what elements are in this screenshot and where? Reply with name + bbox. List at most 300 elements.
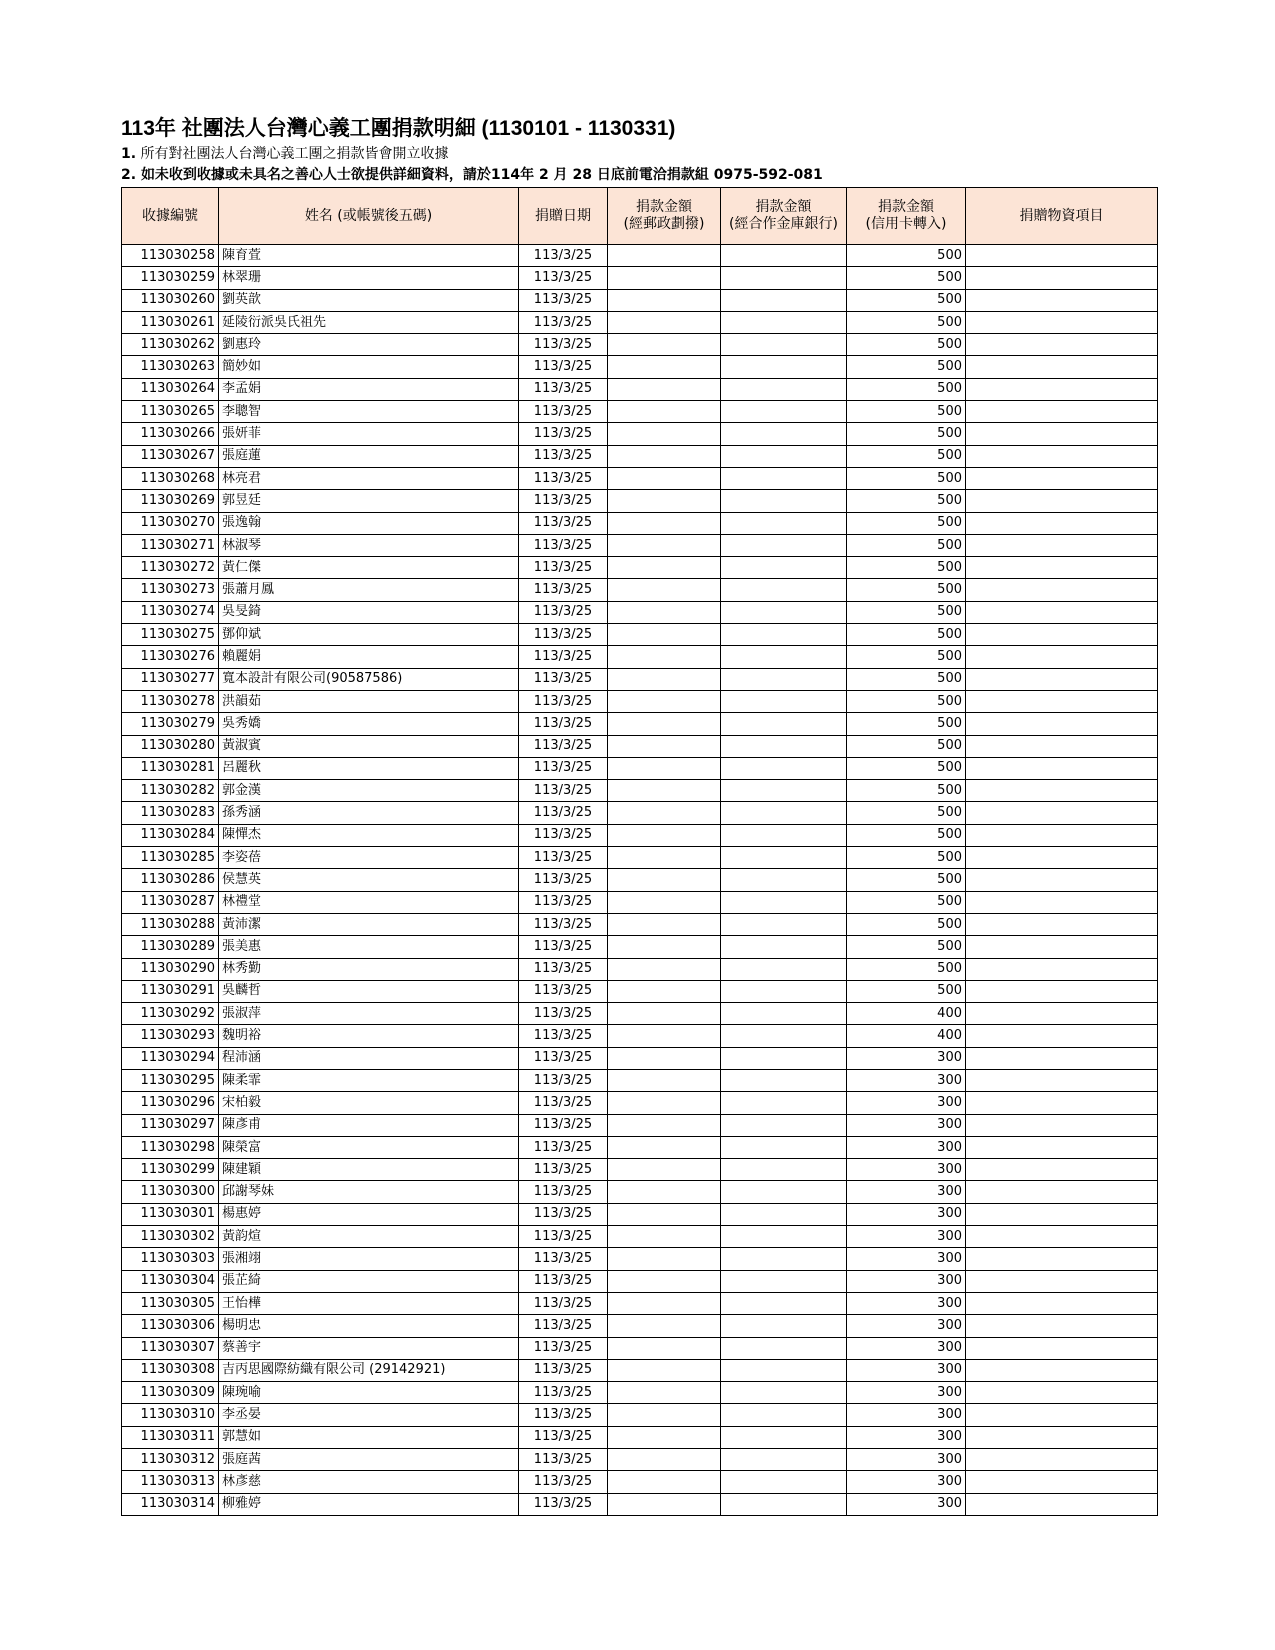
donor-name-cell: 侯慧英 [219, 869, 519, 891]
donor-name-cell: 張芷綺 [219, 1270, 519, 1292]
bank-amount-cell [721, 245, 847, 267]
donation-date-cell: 113/3/25 [519, 311, 608, 333]
donor-name-cell: 黃淑賓 [219, 735, 519, 757]
bank-amount-cell [721, 423, 847, 445]
donor-name-cell: 吳麟哲 [219, 980, 519, 1002]
card-amount-cell: 500 [847, 824, 966, 846]
card-amount-cell: 400 [847, 1003, 966, 1025]
receipt-no-cell: 113030305 [122, 1292, 219, 1314]
bank-amount-cell [721, 891, 847, 913]
goods-cell [966, 289, 1158, 311]
bank-amount-cell [721, 1426, 847, 1448]
donation-date-cell: 113/3/25 [519, 1449, 608, 1471]
donation-date-cell: 113/3/25 [519, 624, 608, 646]
donation-date-cell: 113/3/25 [519, 1069, 608, 1091]
table-row [122, 1069, 1158, 1091]
goods-cell [966, 579, 1158, 601]
table-row [122, 1047, 1158, 1069]
postal-amount-cell [608, 1449, 721, 1471]
donor-name-cell: 魏明裕 [219, 1025, 519, 1047]
receipt-no-cell: 113030274 [122, 601, 219, 623]
postal-amount-cell [608, 467, 721, 489]
card-amount-cell: 500 [847, 713, 966, 735]
goods-cell [966, 467, 1158, 489]
bank-amount-cell [721, 802, 847, 824]
donor-name-cell: 林淑琴 [219, 534, 519, 556]
bank-amount-cell [721, 557, 847, 579]
donation-date-cell: 113/3/25 [519, 467, 608, 489]
receipt-no-cell: 113030301 [122, 1203, 219, 1225]
bank-amount-cell [721, 1449, 847, 1471]
donor-name-cell: 陳建穎 [219, 1159, 519, 1181]
bank-amount-cell [721, 401, 847, 423]
table-row [122, 646, 1158, 668]
donor-name-cell: 張湘翊 [219, 1248, 519, 1270]
receipt-no-cell: 113030286 [122, 869, 219, 891]
bank-amount-cell [721, 869, 847, 891]
postal-amount-cell [608, 1159, 721, 1181]
card-amount-cell: 300 [847, 1404, 966, 1426]
table-row [122, 467, 1158, 489]
postal-amount-cell [608, 1382, 721, 1404]
donor-name-cell: 李丞晏 [219, 1404, 519, 1426]
donation-date-cell: 113/3/25 [519, 534, 608, 556]
postal-amount-cell [608, 490, 721, 512]
card-amount-cell: 500 [847, 980, 966, 1002]
donation-date-cell: 113/3/25 [519, 824, 608, 846]
receipt-no-cell: 113030298 [122, 1136, 219, 1158]
donation-date-cell: 113/3/25 [519, 289, 608, 311]
postal-amount-cell [608, 1114, 721, 1136]
donor-name-cell: 寬本設計有限公司(90587586) [219, 668, 519, 690]
donor-name-cell: 郭慧如 [219, 1426, 519, 1448]
receipt-no-cell: 113030289 [122, 936, 219, 958]
postal-amount-cell [608, 958, 721, 980]
card-amount-cell: 300 [847, 1159, 966, 1181]
donor-name-cell: 宋柏毅 [219, 1092, 519, 1114]
receipt-no-cell: 113030295 [122, 1069, 219, 1091]
card-amount-cell: 300 [847, 1047, 966, 1069]
postal-amount-cell [608, 690, 721, 712]
postal-amount-cell [608, 267, 721, 289]
table-row [122, 713, 1158, 735]
bank-amount-cell [721, 467, 847, 489]
table-row [122, 1426, 1158, 1448]
card-amount-cell: 500 [847, 401, 966, 423]
bank-amount-cell [721, 847, 847, 869]
postal-amount-cell [608, 356, 721, 378]
receipt-no-cell: 113030285 [122, 847, 219, 869]
header-name: 姓名 (或帳號後五碼) [219, 188, 519, 245]
goods-cell [966, 1025, 1158, 1047]
postal-amount-cell [608, 512, 721, 534]
donor-name-cell: 李姿蓓 [219, 847, 519, 869]
card-amount-cell: 500 [847, 624, 966, 646]
goods-cell [966, 1404, 1158, 1426]
bank-amount-cell [721, 824, 847, 846]
donation-date-cell: 113/3/25 [519, 1315, 608, 1337]
receipt-no-cell: 113030260 [122, 289, 219, 311]
receipt-no-cell: 113030281 [122, 757, 219, 779]
goods-cell [966, 245, 1158, 267]
donation-date-cell: 113/3/25 [519, 847, 608, 869]
donor-name-cell: 陳柔霏 [219, 1069, 519, 1091]
postal-amount-cell [608, 401, 721, 423]
postal-amount-cell [608, 980, 721, 1002]
card-amount-cell: 500 [847, 378, 966, 400]
donation-date-cell: 113/3/25 [519, 334, 608, 356]
bank-amount-cell [721, 1404, 847, 1426]
donation-date-cell: 113/3/25 [519, 1359, 608, 1381]
bank-amount-cell [721, 780, 847, 802]
table-row [122, 490, 1158, 512]
header-receipt-no: 收據編號 [122, 188, 219, 245]
donor-name-cell: 延陵衍派吳氏祖先 [219, 311, 519, 333]
postal-amount-cell [608, 378, 721, 400]
bank-amount-cell [721, 1181, 847, 1203]
note-1-text: 所有對社團法人台灣心義工團之捐款皆會開立收據 [140, 146, 449, 162]
bank-amount-cell [721, 267, 847, 289]
postal-amount-cell [608, 1203, 721, 1225]
donor-name-cell: 王怡樺 [219, 1292, 519, 1314]
card-amount-cell: 500 [847, 958, 966, 980]
postal-amount-cell [608, 557, 721, 579]
card-amount-cell: 500 [847, 267, 966, 289]
goods-cell [966, 1292, 1158, 1314]
donor-name-cell: 李孟娟 [219, 378, 519, 400]
receipt-no-cell: 113030268 [122, 467, 219, 489]
table-row [122, 847, 1158, 869]
goods-cell [966, 780, 1158, 802]
receipt-no-cell: 113030314 [122, 1493, 219, 1515]
receipt-no-cell: 113030269 [122, 490, 219, 512]
goods-cell [966, 757, 1158, 779]
card-amount-cell: 300 [847, 1136, 966, 1158]
header-card-amount [847, 188, 966, 245]
page-title: 113年 社團法人台灣心義工團捐款明細 (1130101 - 1130331) [121, 117, 676, 140]
card-amount-cell: 500 [847, 490, 966, 512]
goods-cell [966, 1493, 1158, 1515]
bank-amount-cell [721, 624, 847, 646]
goods-cell [966, 1226, 1158, 1248]
donation-date-cell: 113/3/25 [519, 1226, 608, 1248]
donation-date-cell: 113/3/25 [519, 1181, 608, 1203]
bank-amount-cell [721, 1159, 847, 1181]
donation-date-cell: 113/3/25 [519, 668, 608, 690]
card-amount-cell: 500 [847, 802, 966, 824]
postal-amount-cell [608, 913, 721, 935]
goods-cell [966, 980, 1158, 1002]
postal-amount-cell [608, 936, 721, 958]
receipt-no-cell: 113030300 [122, 1181, 219, 1203]
donation-date-cell: 113/3/25 [519, 869, 608, 891]
card-amount-cell: 500 [847, 690, 966, 712]
goods-cell [966, 534, 1158, 556]
header-card-line1: 捐款金額 [878, 199, 934, 215]
donor-name-cell: 張逸翰 [219, 512, 519, 534]
postal-amount-cell [608, 289, 721, 311]
goods-cell [966, 1270, 1158, 1292]
receipt-no-cell: 113030283 [122, 802, 219, 824]
donation-date-cell: 113/3/25 [519, 1404, 608, 1426]
goods-cell [966, 1159, 1158, 1181]
card-amount-cell: 500 [847, 534, 966, 556]
postal-amount-cell [608, 1471, 721, 1493]
table-row [122, 802, 1158, 824]
donor-name-cell: 郭金漢 [219, 780, 519, 802]
goods-cell [966, 378, 1158, 400]
donation-date-cell: 113/3/25 [519, 1025, 608, 1047]
table-row [122, 1493, 1158, 1515]
receipt-no-cell: 113030299 [122, 1159, 219, 1181]
postal-amount-cell [608, 646, 721, 668]
card-amount-cell: 300 [847, 1382, 966, 1404]
receipt-no-cell: 113030259 [122, 267, 219, 289]
goods-cell [966, 267, 1158, 289]
bank-amount-cell [721, 1203, 847, 1225]
bank-amount-cell [721, 1292, 847, 1314]
table-row [122, 267, 1158, 289]
bank-amount-cell [721, 668, 847, 690]
donor-name-cell: 陳彥甫 [219, 1114, 519, 1136]
receipt-no-cell: 113030296 [122, 1092, 219, 1114]
card-amount-cell: 500 [847, 646, 966, 668]
table-row [122, 579, 1158, 601]
donor-name-cell: 張蕭月鳳 [219, 579, 519, 601]
goods-cell [966, 624, 1158, 646]
donation-date-cell: 113/3/25 [519, 936, 608, 958]
table-row [122, 1382, 1158, 1404]
postal-amount-cell [608, 713, 721, 735]
donation-date-cell: 113/3/25 [519, 1471, 608, 1493]
donor-name-cell: 吉丙思國際紡織有限公司 (29142921) [219, 1359, 519, 1381]
donation-date-cell: 113/3/25 [519, 1292, 608, 1314]
postal-amount-cell [608, 1025, 721, 1047]
receipt-no-cell: 113030310 [122, 1404, 219, 1426]
card-amount-cell: 500 [847, 891, 966, 913]
card-amount-cell: 300 [847, 1426, 966, 1448]
note-2 [121, 165, 1157, 186]
card-amount-cell: 500 [847, 601, 966, 623]
receipt-no-cell: 113030287 [122, 891, 219, 913]
table-row [122, 1226, 1158, 1248]
donation-date-cell: 113/3/25 [519, 579, 608, 601]
bank-amount-cell [721, 445, 847, 467]
card-amount-cell: 500 [847, 869, 966, 891]
receipt-no-cell: 113030273 [122, 579, 219, 601]
receipt-no-cell: 113030293 [122, 1025, 219, 1047]
donation-date-cell: 113/3/25 [519, 245, 608, 267]
table-row [122, 378, 1158, 400]
goods-cell [966, 423, 1158, 445]
bank-amount-cell [721, 512, 847, 534]
donor-name-cell: 吳旻錡 [219, 601, 519, 623]
donation-date-cell: 113/3/25 [519, 1493, 608, 1515]
donation-date-cell: 113/3/25 [519, 1382, 608, 1404]
donor-name-cell: 黃仁傑 [219, 557, 519, 579]
postal-amount-cell [608, 1404, 721, 1426]
goods-cell [966, 847, 1158, 869]
table-row [122, 1270, 1158, 1292]
receipt-no-cell: 113030312 [122, 1449, 219, 1471]
donation-date-cell: 113/3/25 [519, 646, 608, 668]
postal-amount-cell [608, 757, 721, 779]
postal-amount-cell [608, 334, 721, 356]
table-row [122, 1292, 1158, 1314]
receipt-no-cell: 113030263 [122, 356, 219, 378]
goods-cell [966, 1471, 1158, 1493]
goods-cell [966, 735, 1158, 757]
table-row [122, 1025, 1158, 1047]
table-row [122, 1003, 1158, 1025]
bank-amount-cell [721, 936, 847, 958]
postal-amount-cell [608, 735, 721, 757]
receipt-no-cell: 113030304 [122, 1270, 219, 1292]
card-amount-cell: 500 [847, 668, 966, 690]
donation-date-cell: 113/3/25 [519, 423, 608, 445]
card-amount-cell: 500 [847, 780, 966, 802]
bank-amount-cell [721, 1136, 847, 1158]
donor-name-cell: 張庭茜 [219, 1449, 519, 1471]
table-row [122, 869, 1158, 891]
card-amount-cell: 300 [847, 1069, 966, 1091]
donor-name-cell: 柳雅婷 [219, 1493, 519, 1515]
card-amount-cell: 300 [847, 1292, 966, 1314]
note-2-number: 2. [121, 167, 137, 183]
card-amount-cell: 300 [847, 1359, 966, 1381]
donation-date-cell: 113/3/25 [519, 1092, 608, 1114]
receipt-no-cell: 113030270 [122, 512, 219, 534]
postal-amount-cell [608, 1047, 721, 1069]
bank-amount-cell [721, 1025, 847, 1047]
bank-amount-cell [721, 1493, 847, 1515]
card-amount-cell: 500 [847, 356, 966, 378]
table-row [122, 512, 1158, 534]
postal-amount-cell [608, 1315, 721, 1337]
receipt-no-cell: 113030275 [122, 624, 219, 646]
donor-name-cell: 林禮堂 [219, 891, 519, 913]
bank-amount-cell [721, 735, 847, 757]
bank-amount-cell [721, 1270, 847, 1292]
donor-name-cell: 吳秀嬌 [219, 713, 519, 735]
goods-cell [966, 601, 1158, 623]
card-amount-cell: 300 [847, 1203, 966, 1225]
receipt-no-cell: 113030313 [122, 1471, 219, 1493]
postal-amount-cell [608, 1270, 721, 1292]
donation-date-cell: 113/3/25 [519, 958, 608, 980]
header-bank-line2: (經合作金庫銀行) [729, 216, 838, 232]
header-postal-amount [608, 188, 721, 245]
donation-date-cell: 113/3/25 [519, 1136, 608, 1158]
bank-amount-cell [721, 1248, 847, 1270]
table-row [122, 668, 1158, 690]
receipt-no-cell: 113030282 [122, 780, 219, 802]
bank-amount-cell [721, 1114, 847, 1136]
bank-amount-cell [721, 690, 847, 712]
receipt-no-cell: 113030262 [122, 334, 219, 356]
donation-date-cell: 113/3/25 [519, 1248, 608, 1270]
card-amount-cell: 300 [847, 1315, 966, 1337]
bank-amount-cell [721, 1003, 847, 1025]
bank-amount-cell [721, 601, 847, 623]
bank-amount-cell [721, 980, 847, 1002]
table-row [122, 891, 1158, 913]
bank-amount-cell [721, 1092, 847, 1114]
goods-cell [966, 869, 1158, 891]
donor-name-cell: 陳琬喻 [219, 1382, 519, 1404]
donation-date-cell: 113/3/25 [519, 557, 608, 579]
note-1-number: 1. [121, 146, 137, 162]
donor-name-cell: 張庭蓮 [219, 445, 519, 467]
donation-date-cell: 113/3/25 [519, 980, 608, 1002]
donation-date-cell: 113/3/25 [519, 1426, 608, 1448]
donation-date-cell: 113/3/25 [519, 267, 608, 289]
goods-cell [966, 356, 1158, 378]
card-amount-cell: 500 [847, 847, 966, 869]
donor-name-cell: 楊惠婷 [219, 1203, 519, 1225]
table-row [122, 1337, 1158, 1359]
bank-amount-cell [721, 1069, 847, 1091]
card-amount-cell: 300 [847, 1270, 966, 1292]
postal-amount-cell [608, 1226, 721, 1248]
donor-name-cell: 劉英歆 [219, 289, 519, 311]
table-row [122, 401, 1158, 423]
table-body [122, 245, 1158, 1516]
goods-cell [966, 1114, 1158, 1136]
card-amount-cell: 300 [847, 1226, 966, 1248]
card-amount-cell: 500 [847, 334, 966, 356]
table-row [122, 1449, 1158, 1471]
goods-cell [966, 1382, 1158, 1404]
postal-amount-cell [608, 780, 721, 802]
donor-name-cell: 賴麗娟 [219, 646, 519, 668]
receipt-no-cell: 113030277 [122, 668, 219, 690]
card-amount-cell: 300 [847, 1092, 966, 1114]
receipt-no-cell: 113030265 [122, 401, 219, 423]
receipt-no-cell: 113030306 [122, 1315, 219, 1337]
table-row [122, 245, 1158, 267]
donation-date-cell: 113/3/25 [519, 490, 608, 512]
goods-cell [966, 311, 1158, 333]
document-page [121, 116, 1157, 1516]
card-amount-cell: 500 [847, 936, 966, 958]
table-row [122, 356, 1158, 378]
receipt-no-cell: 113030294 [122, 1047, 219, 1069]
table-row [122, 1092, 1158, 1114]
receipt-no-cell: 113030309 [122, 1382, 219, 1404]
receipt-no-cell: 113030307 [122, 1337, 219, 1359]
donation-date-cell: 113/3/25 [519, 891, 608, 913]
receipt-no-cell: 113030278 [122, 690, 219, 712]
donor-name-cell: 林翠珊 [219, 267, 519, 289]
donor-name-cell: 邱謝琴妹 [219, 1181, 519, 1203]
donor-name-cell: 黃韵煊 [219, 1226, 519, 1248]
goods-cell [966, 512, 1158, 534]
table-row [122, 1159, 1158, 1181]
goods-cell [966, 557, 1158, 579]
table-row [122, 936, 1158, 958]
table-row [122, 913, 1158, 935]
postal-amount-cell [608, 802, 721, 824]
table-row [122, 958, 1158, 980]
table-row [122, 445, 1158, 467]
donor-name-cell: 張淑萍 [219, 1003, 519, 1025]
table-row [122, 423, 1158, 445]
donation-date-cell: 113/3/25 [519, 1270, 608, 1292]
table-row [122, 1136, 1158, 1158]
receipt-no-cell: 113030280 [122, 735, 219, 757]
table-row [122, 311, 1158, 333]
